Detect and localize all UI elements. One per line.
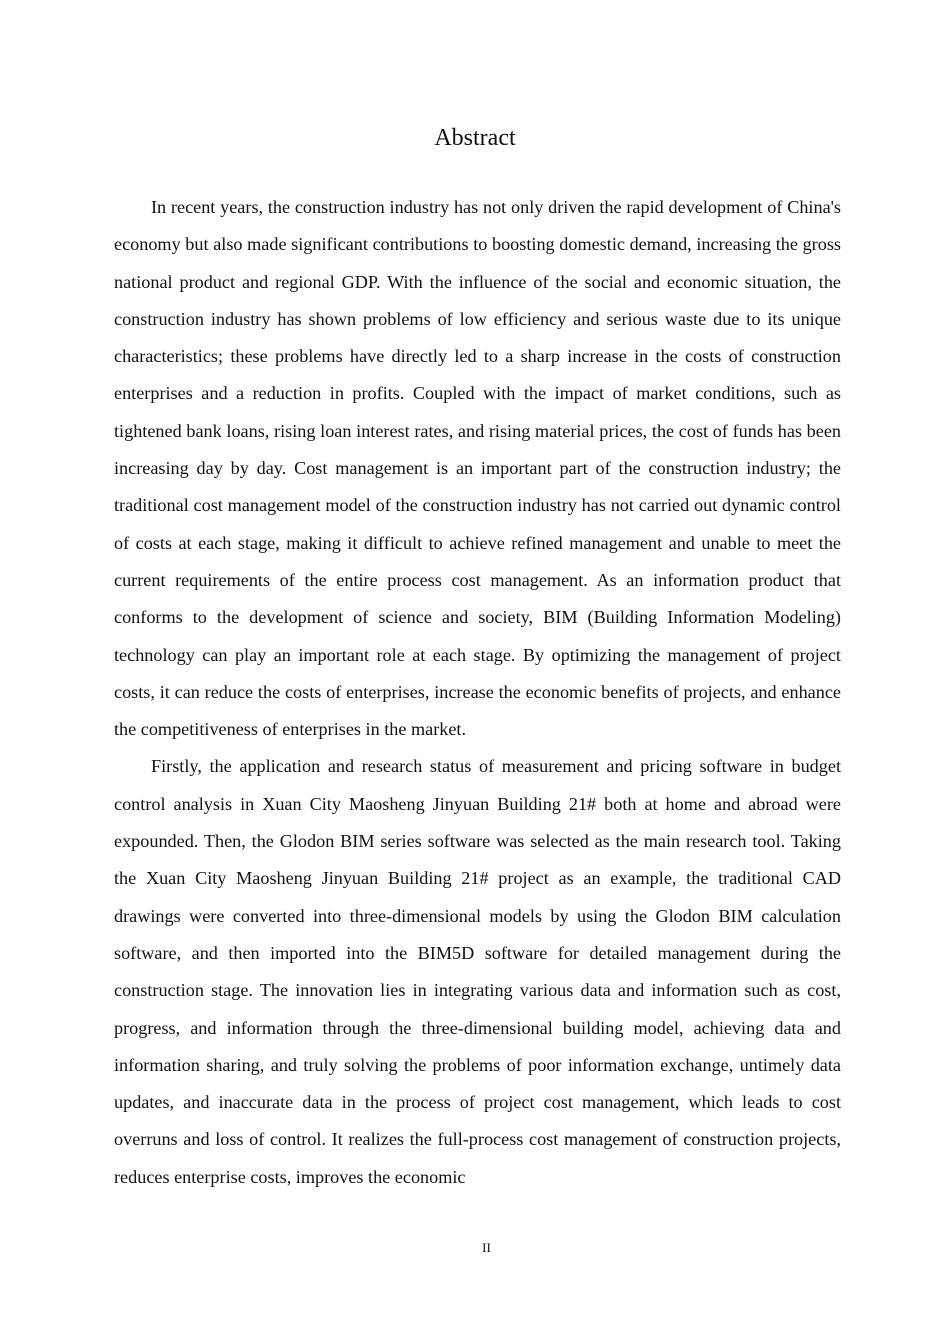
abstract-body: [114, 189, 841, 1196]
abstract-title: Abstract: [434, 125, 516, 151]
abstract-paragraph-1: In recent years, the construction industry has not only driven the rapid development of China's economy but also made significant contributions to boosting domestic demand, increasing the gross national product and regional GDP. With the influence of the social and economic situation, the construction industry has shown problems of low efficiency and serious waste due to its unique characteristics; these problems have directly led to a sharp increase in the costs of construction enterprises and a reduction in profits. Coupled with the impact of market conditions, such as tightened bank loans, rising loan interest rates, and rising material prices, the cost of funds has been increasing day by day. Cost management is an important part of the construction industry; the traditional cost management model of the construction industry has not carried out dynamic control of costs at each stage, making it difficult to achieve refined management and unable to meet the current requirements of the entire process cost management. As an information product that conforms to the development of science and society, BIM (Building Information Modeling) technology can play an important role at each stage. By optimizing the management of project costs, it can reduce the costs of enterprises, increase the economic benefits of projects, and enhance the competitiveness of enterprises in the market.: [114, 197, 841, 740]
page-number: II: [482, 1240, 491, 1255]
abstract-paragraph-2: Firstly, the application and research status of measurement and pricing software in budget control analysis in Xuan City Maosheng Jinyuan Building 21# both at home and abroad were expounded. Then, the Glodon BIM series software was selected as the main research tool. Taking the Xuan City Maosheng Jinyuan Building 21# project as an example, the traditional CAD drawings were converted into three-dimensional models by using the Glodon BIM calculation software, and then imported into the BIM5D software for detailed management during the construction stage. The innovation lies in integrating various data and information such as cost, progress, and information through the three-dimensional building model, achieving data and information sharing, and truly solving the problems of poor information exchange, untimely data updates, and inaccurate data in the process of project cost management, which leads to cost overruns and loss of control. It realizes the full-process cost management of construction projects, reduces enterprise costs, improves the economic: [114, 756, 841, 1187]
